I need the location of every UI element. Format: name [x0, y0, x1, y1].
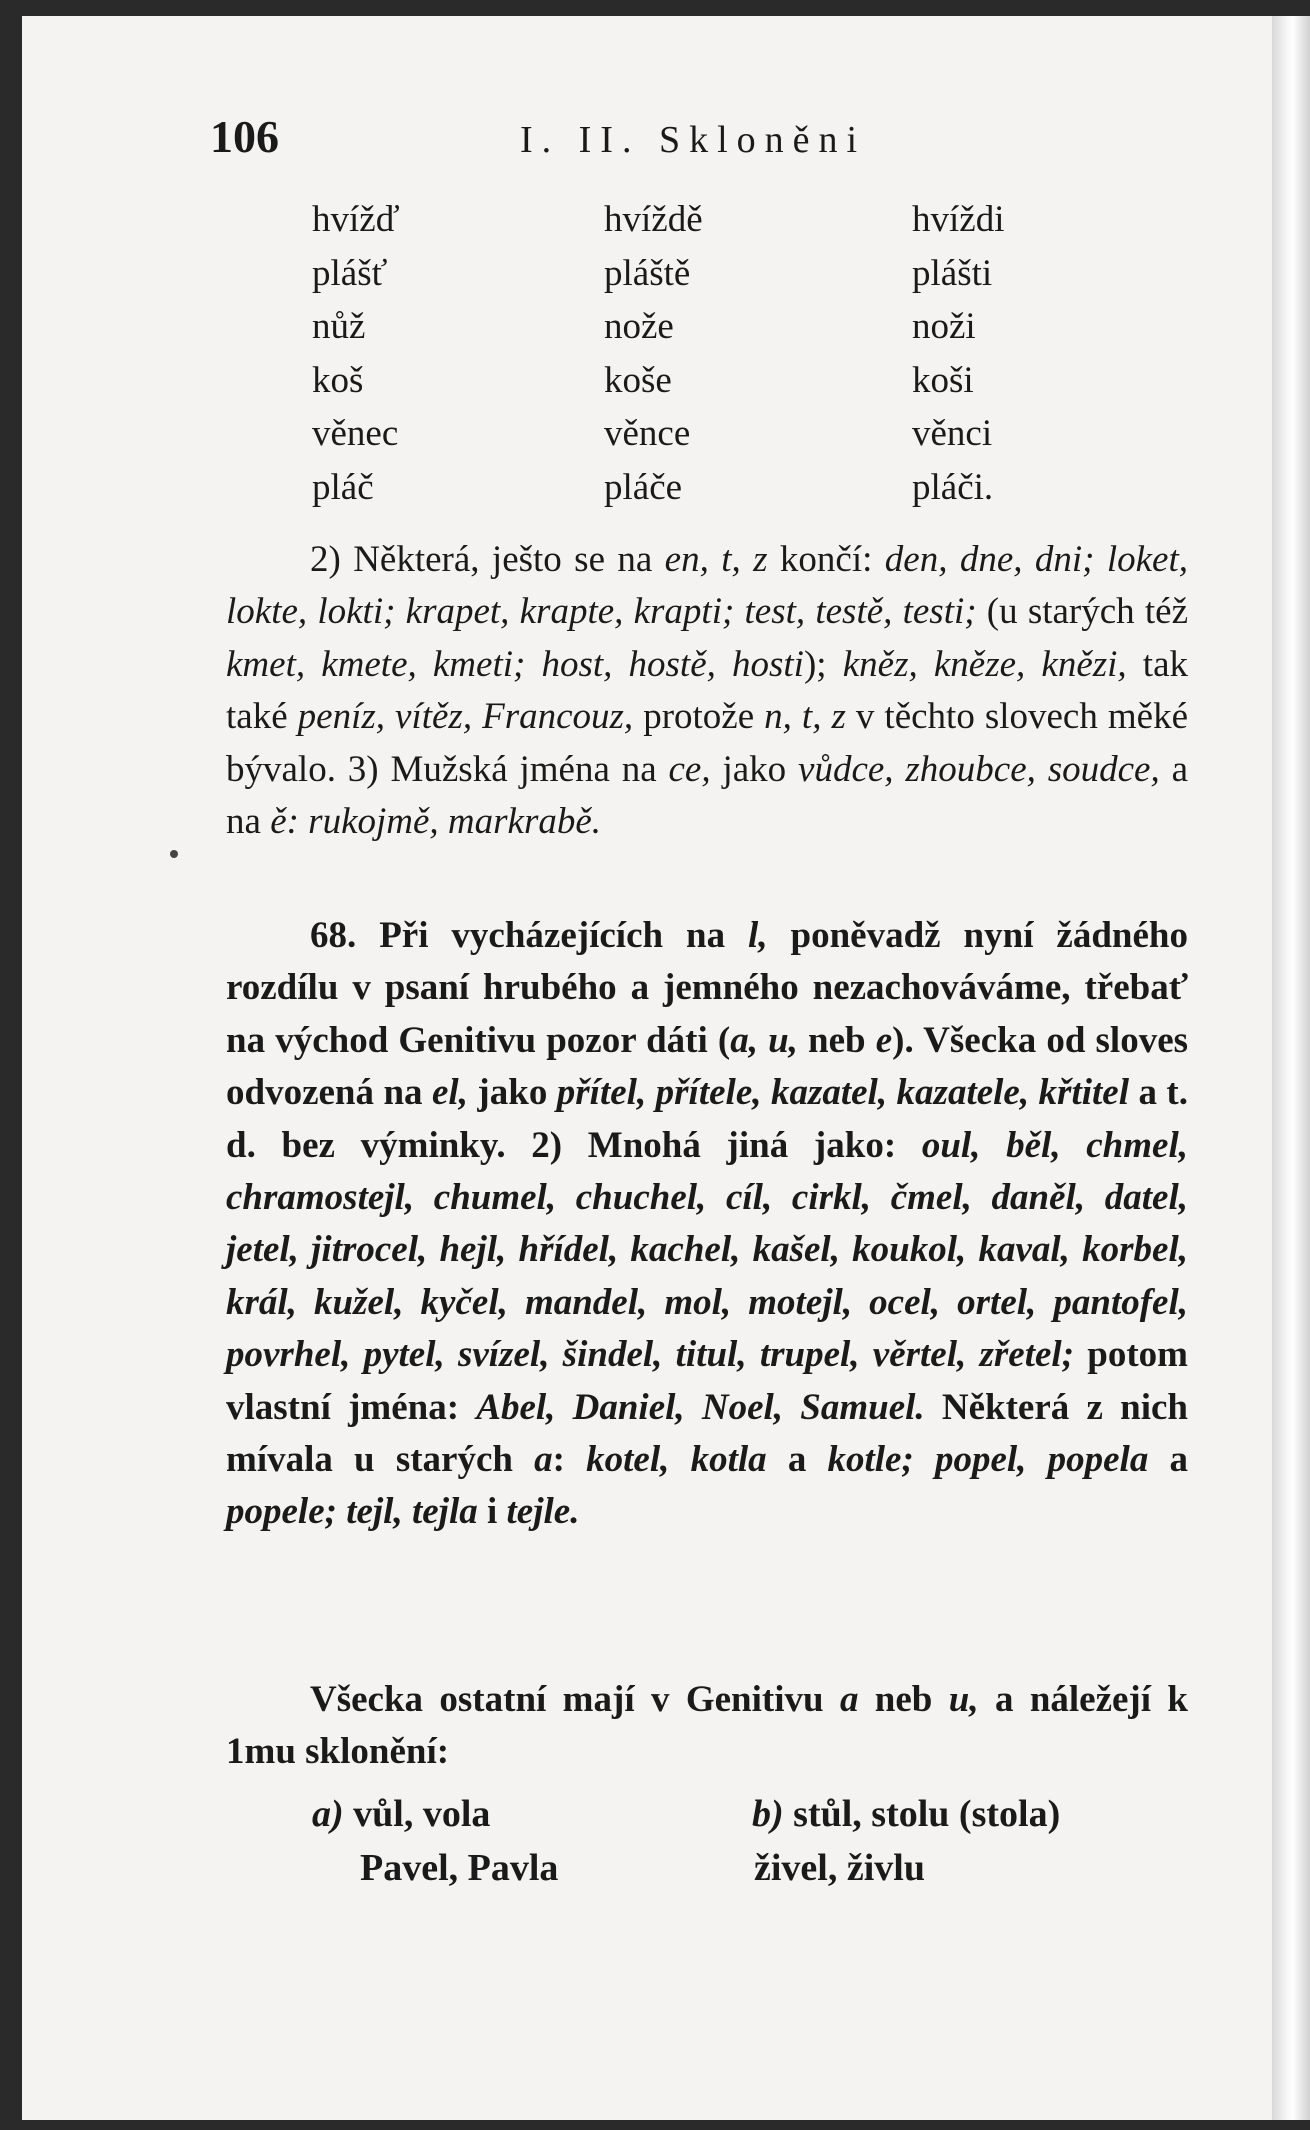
text-run: neb	[797, 1019, 876, 1061]
text-run: neb	[858, 1679, 949, 1720]
example-b-line1: stůl, stolu (stola)	[793, 1793, 1061, 1835]
text-run: jako	[710, 748, 799, 790]
italic-run: kotel, kotla	[586, 1439, 767, 1481]
text-run: 2) Některá, ješto se na	[310, 539, 665, 580]
declension-table	[312, 198, 1072, 519]
text-run: v těchto slovech měké bývalo. 3) Mužská jména na	[226, 696, 1188, 790]
italic-run: ce,	[668, 748, 711, 790]
text-run: );	[803, 643, 843, 685]
declension-genitive: pláště	[604, 252, 691, 294]
text-run: a	[766, 1439, 828, 1481]
examples-block	[312, 1792, 1112, 1900]
text-run: ). Všecka od sloves odvozená na	[226, 1019, 1189, 1114]
example-row	[312, 1846, 1112, 1900]
declension-nominative: pláč	[312, 466, 374, 508]
declension-row	[312, 412, 1072, 466]
text-run: protože	[633, 696, 765, 738]
example-row	[312, 1792, 1112, 1846]
example-a-marker: a)	[312, 1793, 344, 1835]
italic-run: Abel, Daniel, Noel, Samuel.	[476, 1386, 925, 1428]
text-run: (u starých též	[976, 591, 1188, 633]
declension-row	[312, 305, 1072, 359]
declension-genitive: koše	[604, 359, 672, 401]
declension-row	[312, 359, 1072, 413]
text-run: a náležejí k 1mu sklonění:	[226, 1679, 1188, 1773]
italic-run: tejle.	[506, 1491, 580, 1533]
italic-run: a	[534, 1439, 553, 1481]
paragraph-genitive	[226, 1674, 1188, 1779]
declension-genitive: pláče	[604, 466, 683, 508]
text-run: Některá z nich mívala u starých	[226, 1386, 1188, 1481]
text-run: a	[1148, 1439, 1189, 1481]
italic-run: oul, běl, chmel, chramostejl, chumel, chuchel, cíl, cirkl, čmel, daněl, datel, jetel, jitrocel, hejl, hřídel, kachel, kašel, koukol, kaval, korbel, král, kužel, kyčel, mandel, mol, motejl, ocel, ortel, pantofel, povrhel, pytel, svízel, šindel, titul, trupel, věrtel, zřetel;	[226, 1124, 1188, 1376]
declension-genitive: nože	[604, 306, 674, 347]
paragraph-soft-endings	[226, 534, 1188, 848]
text-run: Všecka ostatní mají v Genitivu	[310, 1679, 840, 1720]
italic-run: kněz, kněze, knězi,	[842, 643, 1127, 685]
declension-row	[312, 466, 1072, 520]
italic-run: peníz, vítěz, Francouz,	[297, 696, 634, 738]
italic-run: popele; tejl, tejla	[226, 1491, 478, 1533]
declension-genitive: věnce	[604, 413, 691, 454]
example-b-line2: živel, živlu	[754, 1847, 925, 1889]
declension-nominative: věnec	[312, 413, 399, 454]
italic-run: přítel, přítele, kazatel, kazatele, křtitel	[556, 1072, 1129, 1114]
example-a-line1: vůl, vola	[353, 1793, 491, 1835]
italic-run: el,	[432, 1072, 468, 1114]
italic-run: vůdce, zhoubce, soudce,	[798, 748, 1160, 790]
text-run: a na	[226, 748, 1188, 843]
declension-nominative: plášť	[312, 252, 388, 294]
paragraph-68	[226, 910, 1188, 1539]
declension-genitive: hvíždě	[604, 199, 703, 240]
text-run: potom vlastní jména:	[226, 1334, 1188, 1428]
text-run: 68. Při vycházejících na	[310, 915, 749, 956]
declension-row	[312, 252, 1072, 306]
italic-run: l,	[748, 915, 768, 956]
page-header	[0, 110, 1310, 170]
text-run: a t. d. bez výminky. 2) Mnohá jiná jako:	[226, 1072, 1188, 1166]
declension-dative: pláči.	[912, 466, 994, 508]
italic-run: e	[875, 1019, 893, 1061]
declension-row	[312, 198, 1072, 252]
declension-dative: hvíždi	[912, 199, 1005, 240]
italic-run: kmet, kmete, kmeti; host, hostě, hosti	[226, 643, 804, 685]
page-number: 106	[210, 111, 279, 162]
italic-run: en, t, z	[664, 539, 768, 580]
declension-dative: plášti	[912, 252, 993, 294]
declension-nominative: koš	[312, 359, 364, 401]
example-b	[752, 1792, 1060, 1836]
page-edge	[1272, 16, 1310, 2120]
declension-nominative: hvížď	[312, 199, 400, 240]
italic-run: u,	[948, 1679, 979, 1720]
italic-run: kotle; popel, popela	[827, 1439, 1149, 1481]
declension-nominative: nůž	[312, 306, 366, 347]
text-run: :	[552, 1439, 587, 1481]
italic-run: n, t, z	[764, 696, 846, 738]
italic-run: a	[839, 1679, 859, 1720]
declension-dative: věnci	[912, 413, 993, 454]
text-run: poněvadž nyní žádného rozdílu v psaní hrubého a jemného nezachováváme, třebať na východ Genitivu pozor dáti (	[226, 915, 1188, 1061]
text-run: tak také	[226, 643, 1189, 738]
italic-run: den, dne, dni; loket, lokte, lokti; krapet, krapte, krapti; test, testě, testi;	[226, 539, 1188, 633]
ink-spot	[170, 850, 178, 858]
text-run: jako	[467, 1072, 557, 1114]
example-a-line2: Pavel, Pavla	[360, 1847, 559, 1889]
italic-run: a, u,	[730, 1019, 798, 1061]
running-title: I. II. Skloněni	[520, 119, 867, 161]
text-run: končí:	[767, 539, 885, 580]
declension-dative: koši	[912, 359, 974, 401]
text-run: i	[477, 1491, 507, 1533]
example-b-marker: b)	[752, 1793, 784, 1835]
example-a	[312, 1792, 490, 1836]
declension-dative: noži	[912, 306, 976, 347]
italic-run: ě: rukojmě, markrabě.	[270, 801, 602, 843]
